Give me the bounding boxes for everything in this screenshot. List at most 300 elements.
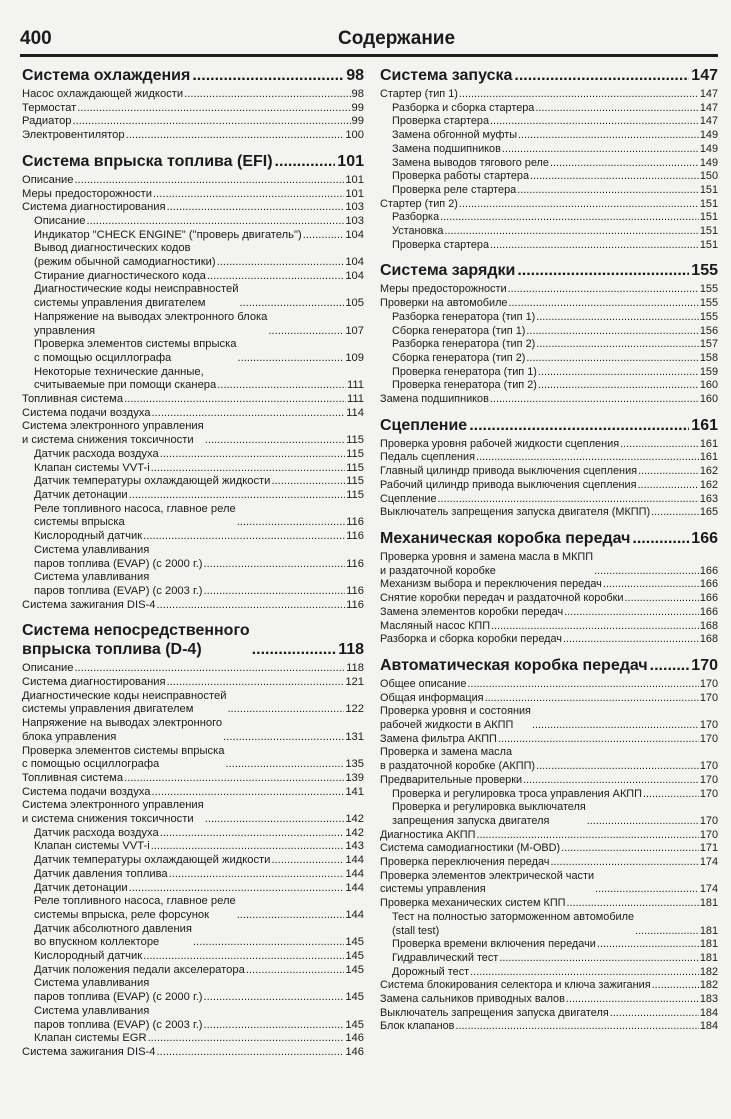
dot-leader bbox=[476, 829, 698, 843]
dot-leader bbox=[252, 640, 337, 659]
entry-page-number: 151 bbox=[699, 183, 718, 196]
toc-entry[interactable] bbox=[22, 571, 364, 598]
toc-entry[interactable] bbox=[380, 143, 718, 157]
entry-title: Гидравлический тест bbox=[392, 951, 499, 964]
dot-leader bbox=[620, 438, 699, 452]
entry-title: Некоторые технические данные, считываемые при помощи сканера bbox=[34, 365, 217, 392]
toc-entry[interactable] bbox=[22, 745, 364, 772]
section-page-number: 118 bbox=[338, 641, 364, 659]
section-heading[interactable] bbox=[380, 656, 718, 675]
entry-title: Клапан системы VVT-i bbox=[34, 461, 150, 474]
toc-entry[interactable] bbox=[380, 979, 718, 993]
dot-leader bbox=[160, 448, 345, 462]
dot-leader bbox=[153, 188, 344, 202]
entry-title: Топливная система bbox=[22, 771, 124, 784]
toc-section bbox=[380, 656, 718, 1034]
entry-title: Механизм выбора и переключения передач bbox=[380, 578, 602, 591]
entry-title: Датчик детонации bbox=[34, 488, 128, 501]
dot-leader bbox=[517, 184, 699, 198]
toc-entry[interactable] bbox=[22, 840, 364, 854]
toc-entry[interactable] bbox=[22, 311, 364, 338]
toc-entry[interactable] bbox=[380, 102, 718, 116]
entry-page-number: 174 bbox=[699, 856, 718, 869]
entry-page-number: 115 bbox=[346, 488, 364, 501]
entry-title: Проверка уровня и замена масла в МКПП и раздаточной коробке bbox=[380, 550, 594, 577]
entry-title: Замена выводов тягового реле bbox=[392, 156, 549, 169]
toc-entry[interactable] bbox=[380, 733, 718, 747]
entry-page-number: 111 bbox=[346, 393, 364, 406]
toc-entry[interactable] bbox=[380, 338, 718, 352]
toc-entry[interactable] bbox=[380, 966, 718, 980]
dot-leader bbox=[597, 938, 699, 952]
toc-right-column bbox=[380, 60, 718, 1043]
dot-leader bbox=[518, 129, 699, 143]
entry-title: Проверка времени включения передачи bbox=[392, 938, 596, 951]
dot-leader bbox=[651, 506, 699, 520]
entry-page-number: 170 bbox=[699, 760, 718, 773]
toc-entry[interactable] bbox=[380, 578, 718, 592]
toc-entry[interactable] bbox=[380, 842, 718, 856]
entry-page-number: 150 bbox=[699, 170, 718, 183]
entry-page-number: 115 bbox=[346, 475, 364, 488]
toc-entry[interactable] bbox=[22, 530, 364, 544]
toc-entry[interactable] bbox=[22, 676, 364, 690]
dot-leader bbox=[204, 558, 346, 572]
toc-entry[interactable] bbox=[380, 170, 718, 184]
entry-page-number: 104 bbox=[345, 228, 364, 241]
section-title: Система охлаждения bbox=[22, 67, 191, 84]
toc-entry[interactable] bbox=[380, 993, 718, 1007]
entry-page-number: 100 bbox=[345, 129, 364, 142]
entry-title: Датчик расхода воздуха bbox=[34, 447, 159, 460]
dot-leader bbox=[638, 465, 699, 479]
toc-entry[interactable] bbox=[380, 870, 718, 897]
entry-page-number: 158 bbox=[699, 351, 718, 364]
entry-page-number: 147 bbox=[699, 101, 718, 114]
entry-page-number: 170 bbox=[699, 677, 718, 690]
dot-leader bbox=[226, 758, 345, 772]
toc-entry[interactable] bbox=[22, 366, 364, 393]
toc-entry[interactable] bbox=[22, 393, 364, 407]
entry-page-number: 170 bbox=[699, 691, 718, 704]
toc-entry[interactable] bbox=[380, 506, 718, 520]
dot-leader bbox=[536, 311, 699, 325]
toc-entry[interactable] bbox=[22, 799, 364, 826]
toc-entry[interactable] bbox=[380, 551, 718, 578]
toc-entry[interactable] bbox=[380, 952, 718, 966]
entry-title: Система блокирования селектора и ключа зажигания bbox=[380, 979, 651, 992]
toc-entry[interactable] bbox=[22, 599, 364, 613]
entry-title: Датчик давления топлива bbox=[34, 867, 168, 880]
toc-entry[interactable] bbox=[380, 678, 718, 692]
entry-page-number: 122 bbox=[345, 703, 364, 716]
toc-section bbox=[380, 261, 718, 406]
toc-entry[interactable] bbox=[22, 188, 364, 202]
toc-entry[interactable] bbox=[380, 592, 718, 606]
dot-leader bbox=[152, 407, 346, 421]
entry-page-number: 170 bbox=[699, 719, 718, 732]
dot-leader bbox=[246, 964, 345, 978]
toc-entry[interactable] bbox=[22, 895, 364, 922]
entry-page-number: 114 bbox=[346, 406, 364, 419]
toc-entry[interactable] bbox=[380, 311, 718, 325]
entry-title: Система улавливания паров топлива (EVAP) (с 2003 г.) bbox=[34, 571, 203, 597]
dot-leader bbox=[152, 786, 345, 800]
entry-title: Система электронного управления и система снижения токсичности bbox=[22, 420, 204, 447]
dot-leader bbox=[184, 88, 350, 102]
entry-title: Датчик температуры охлаждающей жидкости bbox=[34, 854, 271, 867]
dot-leader bbox=[268, 325, 344, 339]
section-page-number: 170 bbox=[691, 656, 718, 674]
entry-title: Снятие коробки передач и раздаточной коробки bbox=[380, 592, 624, 605]
entry-title: Замена сальников приводных валов bbox=[380, 993, 565, 1006]
toc-entry[interactable] bbox=[22, 270, 364, 284]
toc-entry[interactable] bbox=[380, 788, 718, 802]
dot-leader bbox=[459, 88, 699, 102]
entry-page-number: 166 bbox=[699, 605, 718, 618]
toc-entry[interactable] bbox=[380, 352, 718, 366]
dot-leader bbox=[459, 198, 699, 212]
toc-entry[interactable] bbox=[380, 633, 718, 647]
toc-entry[interactable] bbox=[380, 692, 718, 706]
section-page-number: 161 bbox=[691, 416, 718, 434]
entry-title: Описание bbox=[22, 173, 74, 186]
section-heading[interactable] bbox=[380, 529, 718, 548]
section-heading[interactable] bbox=[22, 621, 364, 659]
toc-entry[interactable] bbox=[22, 977, 364, 1004]
dot-leader bbox=[223, 731, 344, 745]
entry-title: Главный цилиндр привода выключения сцепления bbox=[380, 465, 638, 478]
entry-page-number: 174 bbox=[699, 883, 718, 896]
toc-entry[interactable] bbox=[22, 1032, 364, 1046]
dot-leader bbox=[502, 143, 699, 157]
entry-title: Проверка и регулировка троса управления АКПП bbox=[392, 787, 642, 800]
dot-leader bbox=[238, 352, 345, 366]
toc-entry[interactable] bbox=[380, 393, 718, 407]
section-heading[interactable] bbox=[380, 66, 718, 85]
entry-title: Система улавливания паров топлива (EVAP) (с 2000 г.) bbox=[34, 977, 203, 1004]
toc-entry[interactable] bbox=[22, 283, 364, 310]
toc-entry[interactable] bbox=[380, 606, 718, 620]
section-title: Механическая коробка передач bbox=[380, 529, 631, 547]
entry-page-number: 116 bbox=[346, 530, 364, 543]
dot-leader bbox=[438, 493, 699, 507]
toc-entry[interactable] bbox=[22, 786, 364, 800]
section-title: Автоматическая коробка передач bbox=[380, 656, 648, 674]
entry-page-number: 135 bbox=[345, 758, 364, 771]
entry-page-number: 141 bbox=[345, 785, 364, 798]
toc-entry[interactable] bbox=[22, 964, 364, 978]
dot-leader bbox=[632, 529, 689, 548]
entry-page-number: 105 bbox=[345, 297, 364, 310]
dot-leader bbox=[217, 256, 345, 270]
toc-left-column bbox=[22, 60, 364, 1069]
toc-entry[interactable] bbox=[380, 225, 718, 239]
section-heading[interactable] bbox=[380, 416, 718, 435]
entry-title: Кислородный датчик bbox=[34, 530, 143, 543]
toc-entry[interactable] bbox=[22, 489, 364, 503]
section-heading[interactable] bbox=[22, 152, 364, 171]
entry-page-number: 170 bbox=[699, 773, 718, 786]
toc-entry[interactable] bbox=[22, 662, 364, 676]
dot-leader bbox=[204, 991, 345, 1005]
toc-entry[interactable] bbox=[380, 451, 718, 465]
toc-entry[interactable] bbox=[22, 868, 364, 882]
entry-title: Вывод диагностических кодов (режим обычной самодиагностики) bbox=[34, 242, 216, 269]
dot-leader bbox=[205, 434, 345, 448]
dot-leader bbox=[157, 1046, 345, 1060]
dot-leader bbox=[538, 379, 699, 393]
entry-page-number: 181 bbox=[699, 938, 718, 951]
toc-entry[interactable] bbox=[22, 1005, 364, 1032]
toc-entry[interactable] bbox=[22, 242, 364, 269]
toc-entry[interactable] bbox=[22, 129, 364, 143]
toc-entry[interactable] bbox=[380, 856, 718, 870]
dot-leader bbox=[467, 678, 698, 692]
entry-title: Проверка механических систем КПП bbox=[380, 897, 566, 910]
entry-page-number: 116 bbox=[346, 516, 364, 529]
dot-leader bbox=[169, 868, 345, 882]
dot-leader bbox=[143, 530, 345, 544]
dot-leader bbox=[207, 270, 344, 284]
toc-entry[interactable] bbox=[380, 297, 718, 311]
dot-leader bbox=[167, 201, 345, 215]
toc-entry[interactable] bbox=[22, 88, 364, 102]
toc-entry[interactable] bbox=[22, 338, 364, 365]
toc-entry[interactable] bbox=[380, 829, 718, 843]
dot-leader bbox=[217, 379, 346, 393]
dot-leader bbox=[561, 842, 699, 856]
toc-entry[interactable] bbox=[380, 115, 718, 129]
toc-entry[interactable] bbox=[380, 157, 718, 171]
toc-section bbox=[22, 621, 364, 1059]
entry-title: Проверка реле стартера bbox=[392, 183, 517, 196]
toc-entry[interactable] bbox=[380, 479, 718, 493]
page-header bbox=[20, 28, 718, 57]
entry-page-number: 103 bbox=[345, 201, 364, 214]
entry-title: Кислородный датчик bbox=[34, 950, 143, 963]
entry-page-number: 170 bbox=[699, 814, 718, 827]
entry-title: Проверка стартера bbox=[392, 238, 490, 251]
toc-entry[interactable] bbox=[22, 827, 364, 841]
entry-page-number: 149 bbox=[699, 129, 718, 142]
entry-page-number: 166 bbox=[699, 578, 718, 591]
toc-entry[interactable] bbox=[380, 620, 718, 634]
entry-title: Клапан системы EGR bbox=[34, 1032, 147, 1045]
toc-entry[interactable] bbox=[22, 407, 364, 421]
entry-page-number: 116 bbox=[346, 557, 364, 570]
toc-entry[interactable] bbox=[22, 215, 364, 229]
entry-page-number: 118 bbox=[346, 662, 364, 675]
entry-title: Радиатор bbox=[22, 115, 72, 128]
toc-entry[interactable] bbox=[380, 88, 718, 102]
toc-entry[interactable] bbox=[380, 325, 718, 339]
dot-leader bbox=[74, 174, 344, 188]
entry-page-number: 107 bbox=[345, 324, 364, 337]
entry-page-number: 155 bbox=[699, 310, 718, 323]
entry-title: Меры предосторожности bbox=[380, 283, 507, 296]
entry-page-number: 145 bbox=[345, 963, 364, 976]
entry-title: Проверки на автомобиле bbox=[380, 297, 508, 310]
dot-leader bbox=[124, 393, 346, 407]
toc-entry[interactable] bbox=[380, 705, 718, 732]
toc-entry[interactable] bbox=[380, 801, 718, 828]
entry-page-number: 151 bbox=[699, 238, 718, 251]
toc-entry[interactable] bbox=[380, 1007, 718, 1021]
toc-entry[interactable] bbox=[380, 379, 718, 393]
entry-title: Диагностические коды неисправностей системы управления двигателем bbox=[22, 689, 227, 716]
dot-leader bbox=[470, 966, 699, 980]
toc-entry[interactable] bbox=[380, 493, 718, 507]
entry-title: Проверка и регулировка выключателя запрещения запуска двигателя bbox=[392, 801, 586, 827]
entry-page-number: 160 bbox=[699, 393, 718, 406]
entry-title: Датчик расхода воздуха bbox=[34, 826, 159, 839]
entry-page-number: 146 bbox=[345, 1046, 364, 1058]
toc-section bbox=[380, 416, 718, 520]
entry-page-number: 115 bbox=[346, 461, 364, 474]
toc-entry[interactable] bbox=[380, 283, 718, 297]
entry-title: Проверка генератора (тип 1) bbox=[392, 365, 537, 378]
toc-entry[interactable] bbox=[380, 465, 718, 479]
toc-entry[interactable] bbox=[22, 923, 364, 950]
toc-entry[interactable] bbox=[380, 184, 718, 198]
toc-entry[interactable] bbox=[22, 475, 364, 489]
entry-title: Проверка работы стартера bbox=[392, 170, 530, 183]
entry-page-number: 143 bbox=[345, 840, 364, 853]
dot-leader bbox=[536, 760, 699, 774]
entry-page-number: 170 bbox=[699, 787, 718, 800]
toc-entry[interactable] bbox=[380, 198, 718, 212]
toc-entry[interactable] bbox=[22, 115, 364, 129]
entry-title: Замена подшипников bbox=[380, 393, 489, 406]
toc-entry[interactable] bbox=[22, 854, 364, 868]
entry-title: Термостат bbox=[22, 101, 77, 114]
toc-entry[interactable] bbox=[380, 938, 718, 952]
entry-title: Система улавливания паров топлива (EVAP) (с 2000 г.) bbox=[34, 543, 203, 570]
toc-entry[interactable] bbox=[380, 774, 718, 788]
toc-entry[interactable] bbox=[380, 897, 718, 911]
dot-leader bbox=[550, 157, 699, 171]
dot-leader bbox=[566, 993, 699, 1007]
entry-page-number: 115 bbox=[346, 434, 364, 447]
toc-entry[interactable] bbox=[380, 438, 718, 452]
entry-title: Система зажигания DIS-4 bbox=[22, 598, 156, 611]
toc-entry[interactable] bbox=[22, 690, 364, 717]
entry-page-number: 101 bbox=[345, 173, 364, 186]
toc-entry[interactable] bbox=[22, 420, 364, 447]
toc-entry[interactable] bbox=[380, 211, 718, 225]
entry-title: Диагностические коды неисправностей системы управления двигателем bbox=[34, 283, 239, 310]
entry-title: Система подачи воздуха bbox=[22, 406, 151, 419]
section-title: Система запуска bbox=[380, 67, 513, 84]
entry-page-number: 165 bbox=[699, 506, 718, 519]
entry-title: Проверка уровня и состояния рабочей жидкости в АКПП bbox=[380, 705, 531, 732]
toc-entry[interactable] bbox=[22, 462, 364, 476]
entry-title: Проверка уровня рабочей жидкости сцепления bbox=[380, 437, 620, 450]
section-page-number: 147 bbox=[691, 67, 718, 84]
dot-leader bbox=[157, 599, 346, 613]
dot-leader bbox=[167, 676, 345, 690]
section-page-number: 166 bbox=[691, 529, 718, 547]
entry-title: Датчик детонации bbox=[34, 881, 128, 894]
entry-title: Общее описание bbox=[380, 677, 467, 690]
dot-leader bbox=[440, 211, 699, 225]
dot-leader bbox=[192, 66, 344, 85]
entry-page-number: 182 bbox=[699, 979, 718, 992]
dot-leader bbox=[491, 620, 699, 634]
entry-title: Проверка генератора (тип 2) bbox=[392, 379, 537, 392]
toc-entry[interactable] bbox=[22, 1046, 364, 1060]
toc-entry[interactable] bbox=[22, 882, 364, 896]
dot-leader bbox=[603, 578, 699, 592]
entry-page-number: 156 bbox=[699, 324, 718, 337]
section-page-number: 101 bbox=[337, 152, 364, 170]
toc-entry[interactable] bbox=[22, 448, 364, 462]
dot-leader bbox=[536, 338, 699, 352]
entry-title: Датчик температуры охлаждающей жидкости bbox=[34, 475, 271, 488]
toc-entry[interactable] bbox=[22, 174, 364, 188]
dot-leader bbox=[526, 325, 698, 339]
toc-entry[interactable] bbox=[22, 201, 364, 215]
toc-entry[interactable] bbox=[22, 102, 364, 116]
toc-entry[interactable] bbox=[380, 911, 718, 938]
entry-title: Система самодиагностики (M-OBD) bbox=[380, 842, 561, 855]
dot-leader bbox=[535, 102, 698, 116]
entry-page-number: 99 bbox=[351, 115, 364, 128]
toc-entry[interactable] bbox=[380, 746, 718, 773]
entry-page-number: 145 bbox=[345, 936, 364, 949]
toc-entry[interactable] bbox=[380, 366, 718, 380]
toc-entry[interactable] bbox=[380, 1020, 718, 1034]
dot-leader bbox=[126, 129, 345, 143]
toc-entry[interactable] bbox=[22, 503, 364, 530]
toc-entry[interactable] bbox=[380, 239, 718, 253]
dot-leader bbox=[86, 215, 344, 229]
entry-title: Установка bbox=[392, 225, 444, 238]
toc-entry[interactable] bbox=[22, 544, 364, 571]
dot-leader bbox=[567, 897, 699, 911]
entry-page-number: 144 bbox=[345, 908, 364, 921]
dot-leader bbox=[638, 479, 699, 493]
entry-page-number: 139 bbox=[345, 771, 364, 784]
dot-leader bbox=[129, 489, 345, 503]
entry-page-number: 149 bbox=[699, 142, 718, 155]
entry-page-number: 151 bbox=[699, 197, 718, 210]
toc-entry[interactable] bbox=[22, 717, 364, 744]
dot-leader bbox=[610, 1007, 699, 1021]
entry-title: Дорожный тест bbox=[392, 965, 470, 978]
toc-entry[interactable] bbox=[22, 950, 364, 964]
entry-page-number: 147 bbox=[699, 88, 718, 100]
dot-leader bbox=[227, 703, 344, 717]
entry-title: Замена обгонной муфты bbox=[392, 129, 518, 142]
entry-page-number: 115 bbox=[346, 447, 364, 460]
dot-leader bbox=[635, 925, 699, 939]
entry-page-number: 170 bbox=[699, 732, 718, 745]
dot-leader bbox=[594, 565, 699, 579]
dot-leader bbox=[455, 1020, 698, 1034]
entry-title: Масляный насос КПП bbox=[380, 619, 491, 632]
toc-entry[interactable] bbox=[22, 772, 364, 786]
dot-leader bbox=[490, 393, 699, 407]
dot-leader bbox=[595, 883, 699, 897]
dot-leader bbox=[526, 352, 698, 366]
section-heading[interactable] bbox=[22, 66, 364, 85]
toc-entry[interactable] bbox=[380, 129, 718, 143]
toc-entry[interactable] bbox=[22, 229, 364, 243]
entry-page-number: 184 bbox=[699, 1006, 718, 1019]
section-heading[interactable] bbox=[380, 261, 718, 280]
